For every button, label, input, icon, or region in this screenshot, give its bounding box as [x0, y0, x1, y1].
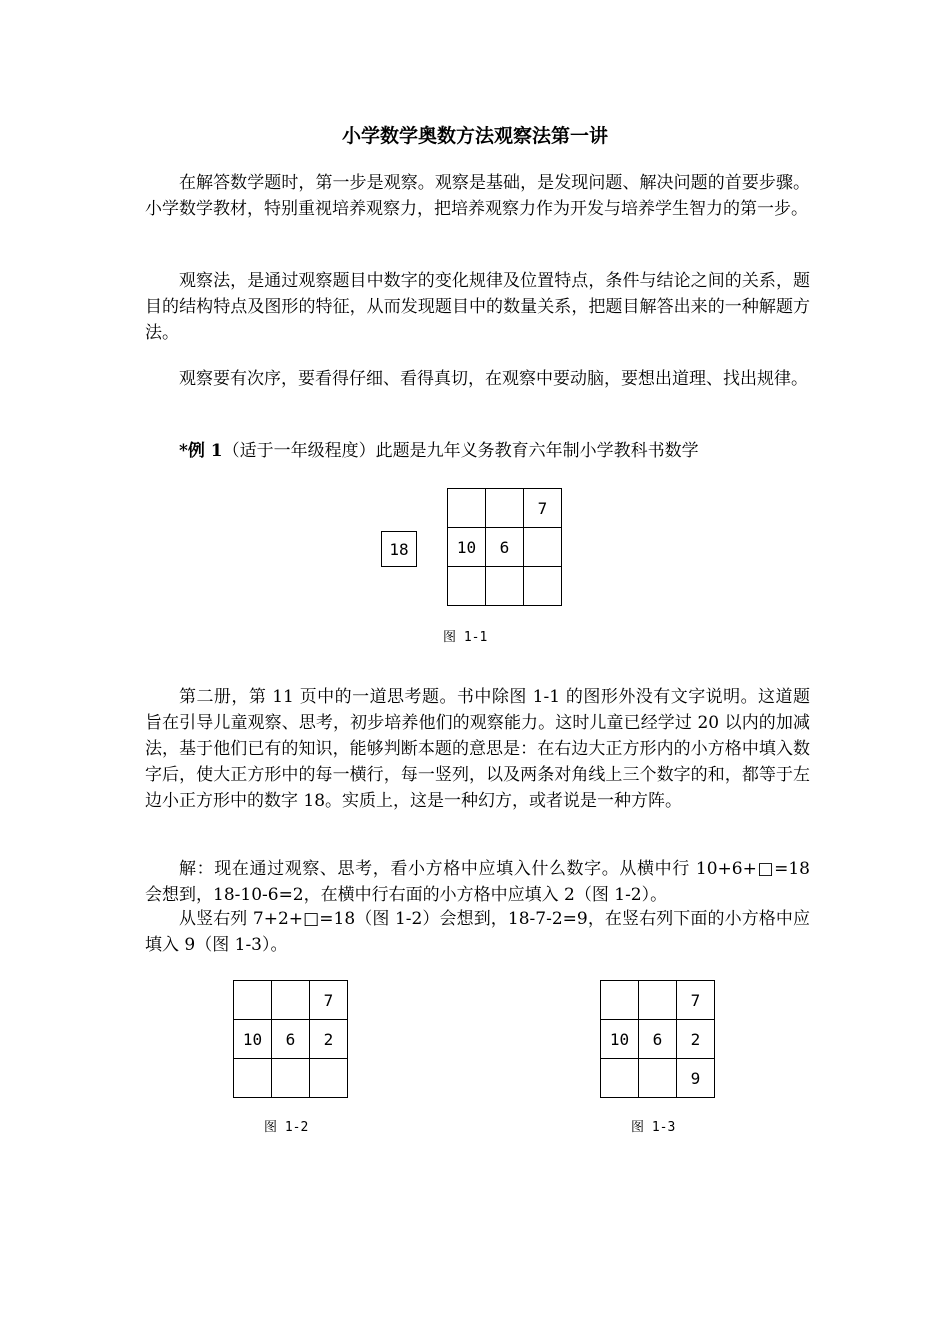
- grid-cell: [272, 1059, 310, 1098]
- example-text: （适于一年级程度）此题是九年义务教育六年制小学教科书数学: [222, 441, 699, 461]
- grid-row: [448, 567, 562, 606]
- grid-row: [601, 981, 715, 1020]
- grid-cell: 10: [601, 1020, 639, 1059]
- figure-2-caption: 图 1-2: [264, 1120, 309, 1135]
- figure-3-caption: 图 1-3: [631, 1120, 676, 1135]
- grid-row: [448, 489, 562, 528]
- grid-cell: [486, 567, 524, 606]
- grid-cell: [448, 489, 486, 528]
- grid-cell: [524, 567, 562, 606]
- grid-cell: 2: [677, 1020, 715, 1059]
- grid-cell: [234, 981, 272, 1020]
- grid-cell: [448, 567, 486, 606]
- paragraph-solution: 解：现在通过观察、思考，看小方格中应填入什么数字。从横中行 10+6+□=18 会想到，18-10-6=2，在横中行右面的小方格中应填入 2（图 1-2）。: [145, 859, 810, 905]
- grid-cell: 7: [524, 489, 562, 528]
- magic-square-figure-2: [233, 980, 348, 1098]
- paragraph-intro: 在解答数学题时，第一步是观察。观察是基础，是发现问题、解决问题的首要步骤。小学数学教材，特别重视培养观察力，把培养观察力作为开发与培养学生智力的第一步。: [145, 173, 810, 219]
- paragraph-explanation: 第二册，第 11 页中的一道思考题。书中除图 1-1 的图形外没有文字说明。这道题旨在引导儿童观察、思考，初步培养他们的观察能力。这时儿童已经学过 20 以内的加减法，基于他们已有的知识，能够判断本题的意思是：在右边大正方形内的小方格中填入数字后，使大正方形中的每一横行，每一竖列，以及两条对角线上三个数字的和，都等于左边小正方形中的数字 18。实质上，这是一种幻方，或者说是一种方阵。: [145, 687, 810, 811]
- page-title: 小学数学奥数方法观察法第一讲: [341, 125, 608, 147]
- grid-cell: [601, 1059, 639, 1098]
- figure-1-caption: 图 1-1: [443, 630, 488, 645]
- grid-cell: [272, 981, 310, 1020]
- grid-cell: [234, 1059, 272, 1098]
- grid-row: [448, 528, 562, 567]
- grid-cell: 9: [677, 1059, 715, 1098]
- grid-cell: 10: [448, 528, 486, 567]
- grid-row: [234, 1059, 348, 1098]
- grid-cell: 10: [234, 1020, 272, 1059]
- grid-cell: [639, 981, 677, 1020]
- grid-cell: 2: [310, 1020, 348, 1059]
- grid-cell: 7: [677, 981, 715, 1020]
- magic-square-figure-1: [447, 488, 562, 606]
- example-label: *例 1: [179, 441, 223, 461]
- grid-cell: 7: [310, 981, 348, 1020]
- grid-row: [234, 981, 348, 1020]
- target-number-box: 18: [381, 531, 417, 567]
- grid-cell: [639, 1059, 677, 1098]
- grid-cell: 6: [486, 528, 524, 567]
- grid-row: [601, 1059, 715, 1098]
- paragraph-definition: 观察法，是通过观察题目中数字的变化规律及位置特点，条件与结论之间的关系，题目的结构特点及图形的特征，从而发现题目中的数量关系，把题目解答出来的一种解题方法。: [145, 271, 810, 343]
- paragraph-solution-2: 从竖右列 7+2+□=18（图 1-2）会想到，18-7-2=9，在竖右列下面的小方格中应填入 9（图 1-3）。: [145, 909, 810, 955]
- grid-cell: [486, 489, 524, 528]
- grid-row: [234, 1020, 348, 1059]
- grid-cell: [601, 981, 639, 1020]
- grid-cell: [524, 528, 562, 567]
- grid-cell: 6: [639, 1020, 677, 1059]
- grid-row: [601, 1020, 715, 1059]
- grid-cell: 6: [272, 1020, 310, 1059]
- grid-cell: [310, 1059, 348, 1098]
- example-heading: [145, 438, 810, 464]
- magic-square-figure-3: [600, 980, 715, 1098]
- paragraph-order: 观察要有次序，要看得仔细、看得真切，在观察中要动脑，要想出道理、找出规律。: [179, 369, 808, 389]
